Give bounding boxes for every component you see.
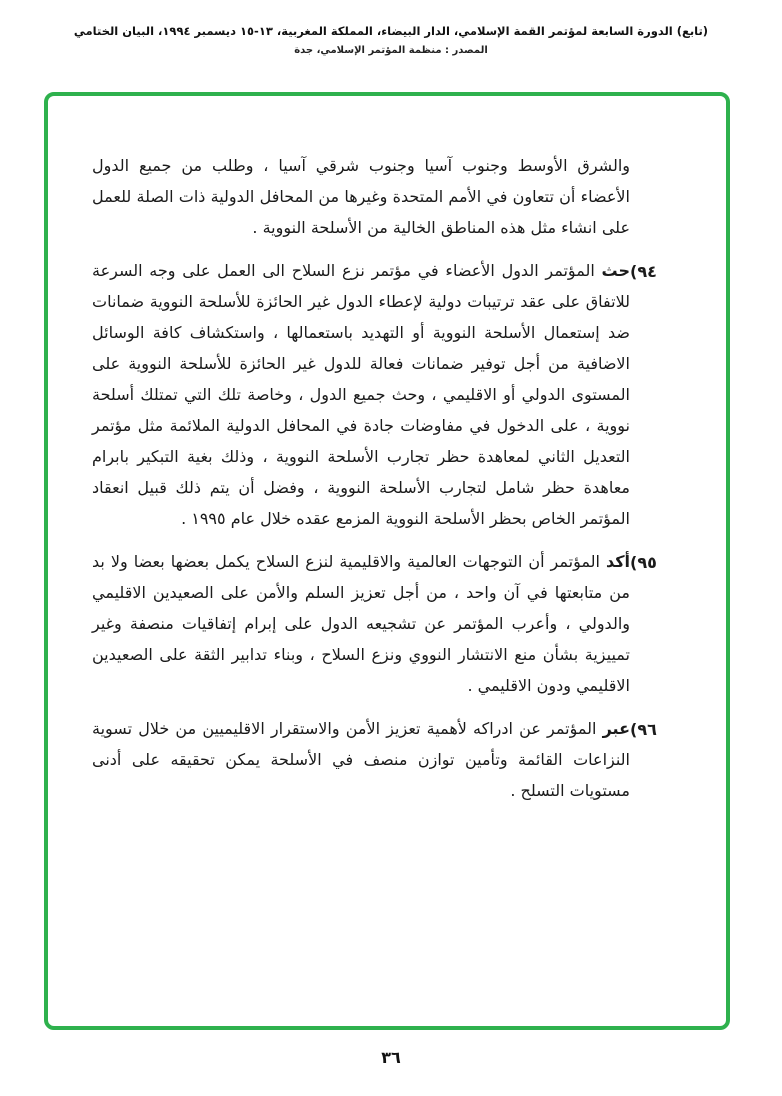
paragraph-number: (٩٤	[630, 262, 657, 281]
paragraph	[92, 150, 680, 243]
paragraph-lead-word: أكد	[605, 552, 630, 571]
paragraph	[92, 255, 680, 534]
paragraph-number: (٩٦	[630, 720, 657, 739]
paragraph-text: عبر المؤتمر عن ادراكه لأهمية تعزيز الأمن والاستقرار الاقليميين من خلال تسوية النزاعات القائمة وتأمين توازن منصف في الأسلحة يمكن تحقيقه على أدنى مستويات التسلح .	[92, 719, 630, 800]
paragraph-text: أكد المؤتمر أن التوجهات العالمية والاقليمية لنزع السلاح يكمل بعضها بعضا ولا بد من متابعتها في آن واحد ، من أجل تعزيز السلم والأمن على الصعيدين الاقليمي والدولي ، وأعرب المؤتمر عن تشجيعه الدول على إبرام إتفاقيات منصفة وغير تمييزية بشأن منع الانتشار النووي ونزع السلاح ، وبناء تدابير الثقة على الصعيدين الاقليمي ودون الاقليمي .	[92, 552, 630, 695]
paragraph-lead-word: حث	[601, 261, 630, 280]
paragraph	[92, 546, 680, 701]
document-body	[44, 150, 730, 818]
paragraph-number: (٩٥	[630, 553, 657, 572]
paragraph-lead-word: عبر	[602, 719, 630, 738]
paragraph-text: والشرق الأوسط وجنوب آسيا وجنوب شرقي آسيا ، وطلب من جميع الدول الأعضاء أن تتعاون في الأمم المتحدة وغيرها من المحافل الدولية ذات الصلة للعمل على انشاء مثل هذه المناطق الخالية من الأسلحة النووية .	[92, 156, 630, 237]
page-header	[0, 24, 782, 56]
paragraph-text: حث المؤتمر الدول الأعضاء في مؤتمر نزع السلاح الى العمل على وجه السرعة للاتفاق على عقد ترتيبات دولية لإعطاء الدول غير الحائزة للأسلحة النووية ضمانات ضد إستعمال الأسلحة النووية أو التهديد باستعمالها ، واستكشاف كافة الوسائل الاضافية من أجل توفير ضمانات فعالة للدول غير الحائزة للأسلحة النووية على المستوى الدولي أو الاقليمي ، وحث جميع الدول ، وخاصة تلك التي تمتلك أسلحة نووية ، على الدخول في مفاوضات جادة في المحافل الدولية الملائمة مثل مؤتمر التعديل الثاني لمعاهدة حظر تجارب الأسلحة النووية ، وذلك بغية التبكير بابرام معاهدة حظر شامل لتجارب الأسلحة النووية ، وفضل أن يتم ذلك قبيل انعقاد المؤتمر الخاص بحظر الأسلحة النووية المزمع عقده خلال عام ١٩٩٥ .	[92, 261, 630, 528]
header-title: (تابع) الدورة السابعة لمؤتمر القمة الإسلامي، الدار البيضاء، المملكة المغربية، ١٣-١٥ ديسمبر ١٩٩٤، البيان الختامي	[73, 24, 709, 38]
page-number: ٣٦	[381, 1048, 401, 1067]
paragraph	[92, 713, 680, 806]
header-source: المصدر : منظمة المؤتمر الإسلامي، جدة	[294, 45, 488, 56]
paragraph-number	[630, 150, 680, 151]
